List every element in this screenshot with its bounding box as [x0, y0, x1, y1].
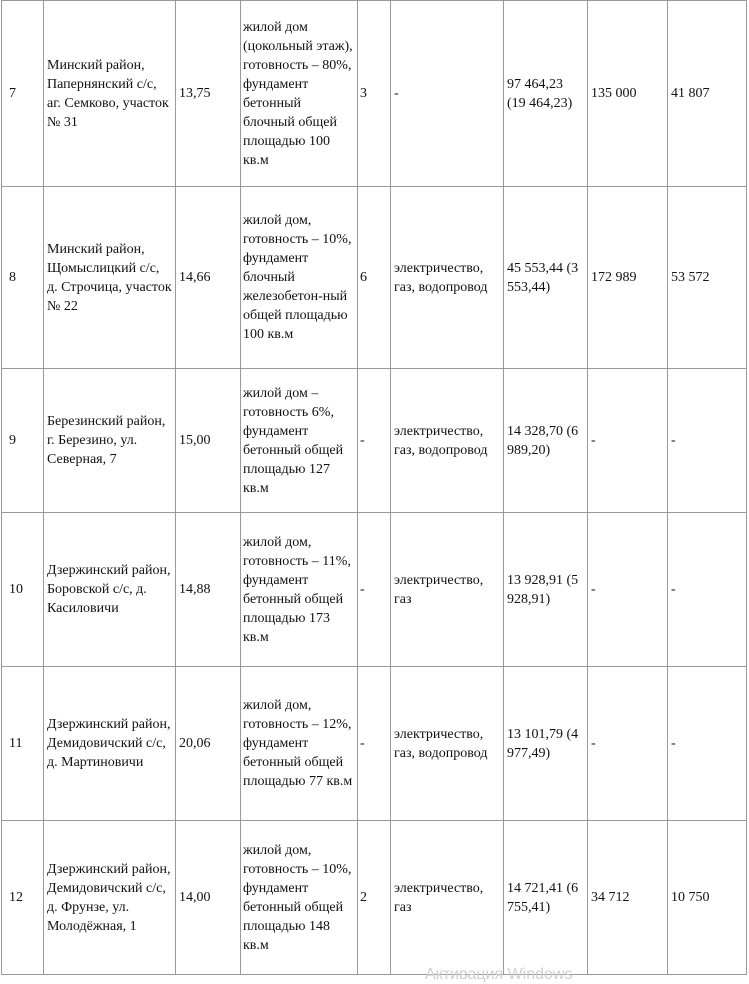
price-cell: 14 721,41 (6 755,41)	[504, 821, 588, 975]
price-cell: 45 553,44 (3 553,44)	[504, 187, 588, 369]
column5-cell: -	[358, 667, 391, 821]
column5-cell: -	[358, 513, 391, 667]
condition-cell: жилой дом, готовность – 10%, фундамент блочный железобетон-ный общей площадью 100 кв.м	[241, 187, 358, 369]
price-cell: 97 464,23 (19 464,23)	[504, 1, 588, 187]
column8-cell: 34 712	[588, 821, 668, 975]
column9-cell: 10 750	[668, 821, 747, 975]
row-number: 11	[2, 667, 44, 821]
table-row	[2, 369, 747, 513]
row-number: 12	[2, 821, 44, 975]
column5-cell: -	[358, 369, 391, 513]
location-cell: Дзержинский район, Демидовичский с/с, д. Мартиновичи	[44, 667, 176, 821]
condition-cell: жилой дом, готовность – 12%, фундамент бетонный общей площадью 77 кв.м	[241, 667, 358, 821]
row-number: 9	[2, 369, 44, 513]
utilities-cell: электричество, газ	[391, 513, 504, 667]
column9-cell: 41 807	[668, 1, 747, 187]
area-cell: 14,88	[176, 513, 241, 667]
utilities-cell: -	[391, 1, 504, 187]
location-cell: Березинский район, г. Березино, ул. Северная, 7	[44, 369, 176, 513]
windows-activation-watermark: Активация Windows	[425, 966, 573, 983]
utilities-cell: электричество, газ, водопровод	[391, 369, 504, 513]
location-cell: Минский район, Папернянский с/с, аг. Семково, участок № 31	[44, 1, 176, 187]
table-row	[2, 187, 747, 369]
table-row	[2, 821, 747, 975]
column5-cell: 6	[358, 187, 391, 369]
area-cell: 20,06	[176, 667, 241, 821]
utilities-cell: электричество, газ, водопровод	[391, 667, 504, 821]
area-cell: 13,75	[176, 1, 241, 187]
column8-cell: 172 989	[588, 187, 668, 369]
column8-cell: 135 000	[588, 1, 668, 187]
condition-cell: жилой дом – готовность 6%, фундамент бетонный общей площадью 127 кв.м	[241, 369, 358, 513]
location-cell: Дзержинский район, Демидовичский с/с, д. Фрунзе, ул. Молодёжная, 1	[44, 821, 176, 975]
price-cell: 14 328,70 (6 989,20)	[504, 369, 588, 513]
area-cell: 14,66	[176, 187, 241, 369]
table-row	[2, 513, 747, 667]
price-cell: 13 101,79 (4 977,49)	[504, 667, 588, 821]
column5-cell: 2	[358, 821, 391, 975]
condition-cell: жилой дом, готовность – 11%, фундамент бетонный общей площадью 173 кв.м	[241, 513, 358, 667]
condition-cell: жилой дом (цокольный этаж), готовность – 80%, фундамент бетонный блочный общей площадью 100 кв.м	[241, 1, 358, 187]
row-number: 8	[2, 187, 44, 369]
row-number: 7	[2, 1, 44, 187]
property-table	[1, 0, 747, 975]
condition-cell: жилой дом, готовность – 10%, фундамент бетонный общей площадью 148 кв.м	[241, 821, 358, 975]
table-row	[2, 667, 747, 821]
column8-cell: -	[588, 667, 668, 821]
column5-cell: 3	[358, 1, 391, 187]
column9-cell: -	[668, 369, 747, 513]
utilities-cell: электричество, газ	[391, 821, 504, 975]
column9-cell: 53 572	[668, 187, 747, 369]
row-number: 10	[2, 513, 44, 667]
area-cell: 15,00	[176, 369, 241, 513]
price-cell: 13 928,91 (5 928,91)	[504, 513, 588, 667]
column8-cell: -	[588, 369, 668, 513]
location-cell: Дзержинский район, Боровской с/с, д. Касиловичи	[44, 513, 176, 667]
table-row	[2, 1, 747, 187]
area-cell: 14,00	[176, 821, 241, 975]
column8-cell: -	[588, 513, 668, 667]
location-cell: Минский район, Щомыслицкий с/с, д. Строчица, участок № 22	[44, 187, 176, 369]
column9-cell: -	[668, 667, 747, 821]
utilities-cell: электричество, газ, водопровод	[391, 187, 504, 369]
column9-cell: -	[668, 513, 747, 667]
